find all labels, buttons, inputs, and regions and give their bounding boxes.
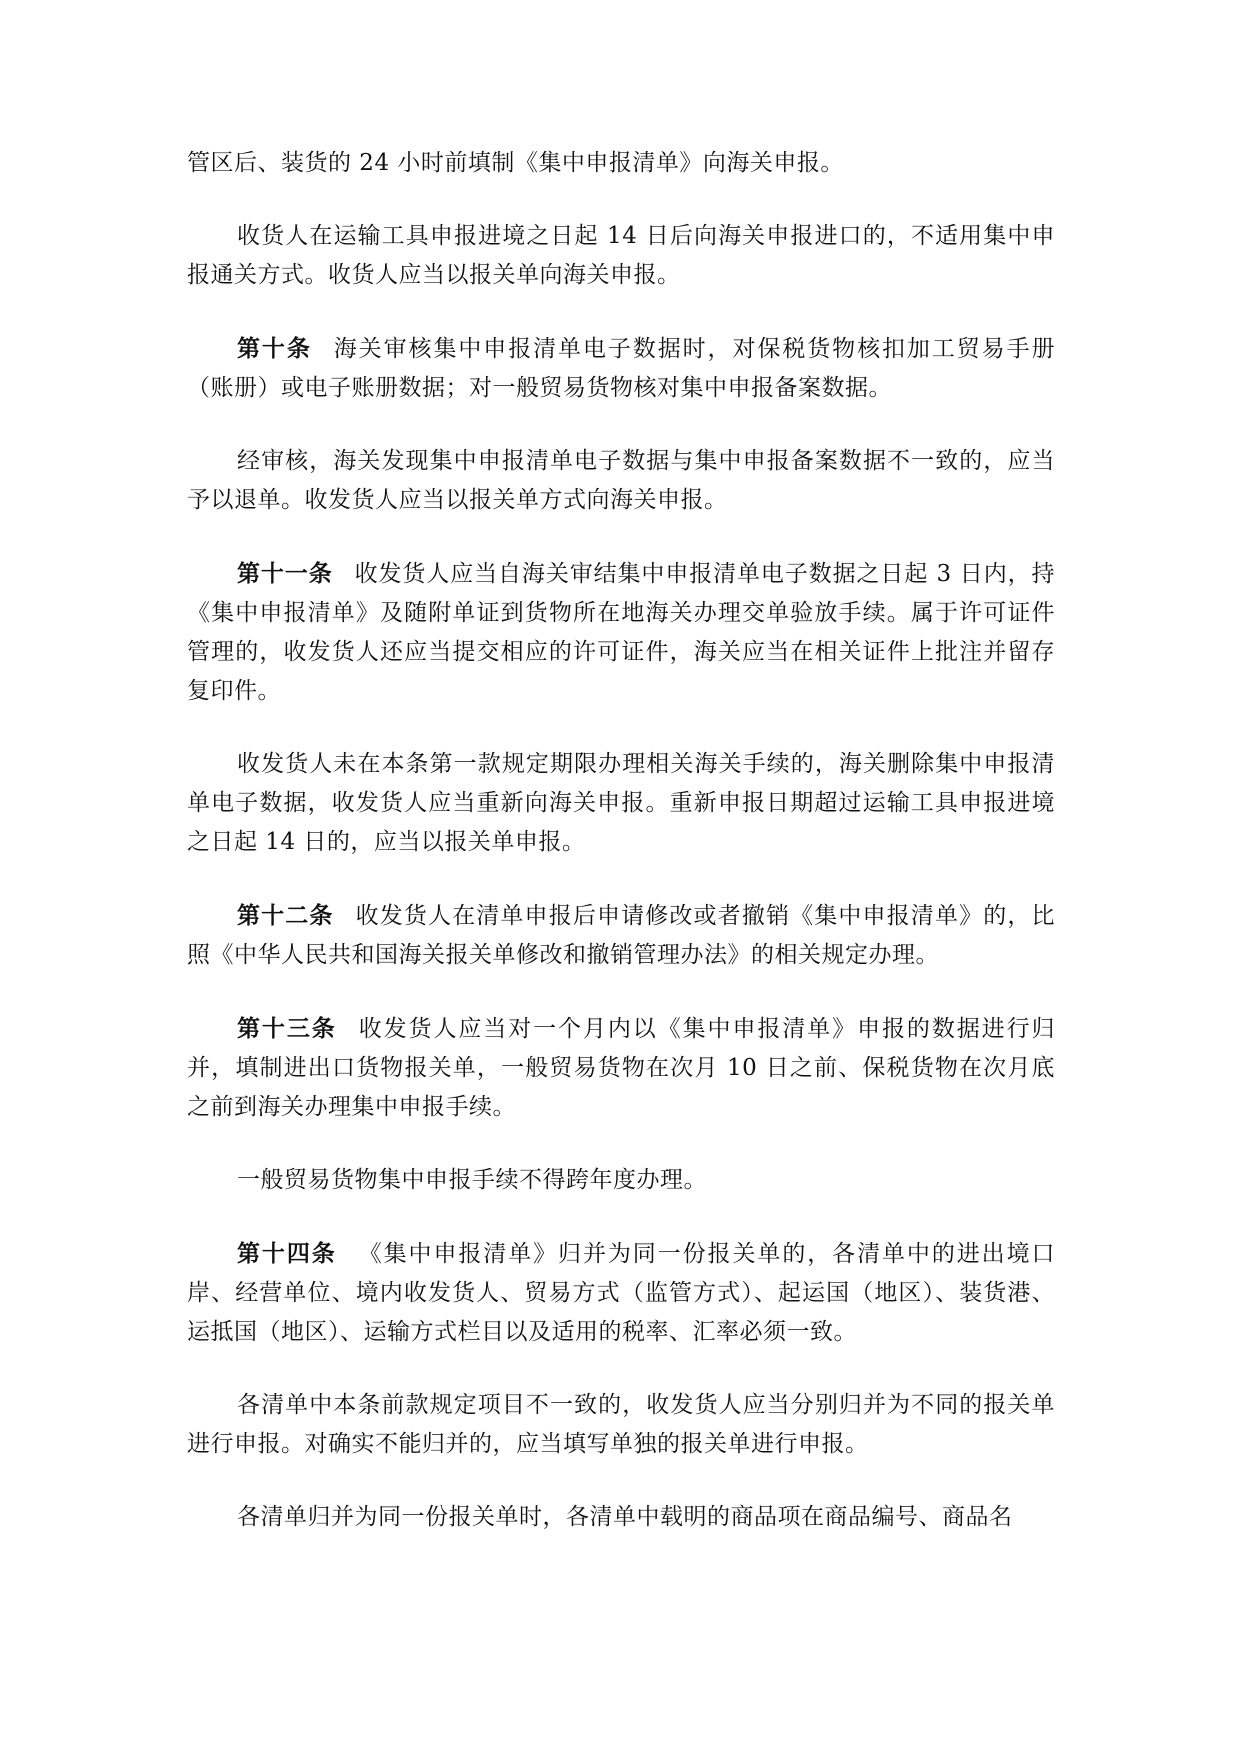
paragraph-text: 收发货人应当自海关审结集中申报清单电子数据之日起 3 日内，持《集中申报清单》及随附单证到货物所在地海关办理交单验放手续。属于许可证件管理的，收发货人还应当提交相应的许可证件，海关应当在相关证件上批注并留存复印件。 bbox=[187, 561, 1055, 704]
article-number: 第十三条 bbox=[237, 1015, 337, 1042]
article-number: 第十四条 bbox=[237, 1240, 337, 1267]
paragraph bbox=[187, 745, 1055, 862]
article-paragraph bbox=[187, 1234, 1055, 1352]
paragraph-text: 经审核，海关发现集中申报清单电子数据与集中申报备案数据不一致的，应当予以退单。收发货人应当以报关单方式向海关申报。 bbox=[187, 448, 1055, 513]
paragraph-text: 管区后、装货的 24 小时前填制《集中申报清单》向海关申报。 bbox=[187, 150, 844, 176]
paragraph-text: 各清单中本条前款规定项目不一致的，收发货人应当分别归并为不同的报关单进行申报。对确实不能归并的，应当填写单独的报关单进行申报。 bbox=[187, 1392, 1055, 1457]
article-paragraph bbox=[187, 896, 1055, 975]
article-number: 第十一条 bbox=[237, 560, 333, 587]
paragraph-text: 《集中申报清单》归并为同一份报关单的，各清单中的进出境口岸、经营单位、境内收发货人、贸易方式（监管方式）、起运国（地区）、装货港、运抵国（地区）、运输方式栏目以及适用的税率、汇率必须一致。 bbox=[187, 1241, 1056, 1345]
paragraph bbox=[187, 1498, 1055, 1537]
document-body bbox=[187, 144, 1055, 1571]
paragraph-text: 收发货人在清单申报后申请修改或者撤销《集中申报清单》的，比照《中华人民共和国海关报关单修改和撤销管理办法》的相关规定办理。 bbox=[187, 903, 1055, 968]
paragraph-continuation bbox=[187, 144, 1055, 183]
paragraph bbox=[187, 442, 1055, 520]
article-paragraph bbox=[187, 554, 1055, 711]
paragraph bbox=[187, 1161, 1055, 1200]
paragraph bbox=[187, 217, 1055, 295]
paragraph-text: 收货人在运输工具申报进境之日起 14 日后向海关申报进口的，不适用集中申报通关方式。收货人应当以报关单向海关申报。 bbox=[187, 223, 1055, 288]
paragraph bbox=[187, 1386, 1055, 1464]
article-paragraph bbox=[187, 1009, 1055, 1127]
paragraph-text: 收发货人应当对一个月内以《集中申报清单》申报的数据进行归并，填制进出口货物报关单，一般贸易货物在次月 10 日之前、保税货物在次月底之前到海关办理集中申报手续。 bbox=[187, 1016, 1056, 1120]
article-paragraph bbox=[187, 329, 1055, 408]
article-number: 第十条 bbox=[237, 335, 312, 362]
paragraph-text: 海关审核集中申报清单电子数据时，对保税货物核扣加工贸易手册（账册）或电子账册数据；对一般贸易货物核对集中申报备案数据。 bbox=[187, 336, 1056, 401]
paragraph-text: 各清单归并为同一份报关单时，各清单中载明的商品项在商品编号、商品名 bbox=[237, 1504, 1013, 1530]
paragraph-text: 一般贸易货物集中申报手续不得跨年度办理。 bbox=[237, 1167, 707, 1193]
article-number: 第十二条 bbox=[237, 902, 334, 929]
paragraph-text: 收发货人未在本条第一款规定期限办理相关海关手续的，海关删除集中申报清单电子数据，收发货人应当重新向海关申报。重新申报日期超过运输工具申报进境之日起 14 日的，应当以报关单申报。 bbox=[187, 751, 1055, 855]
